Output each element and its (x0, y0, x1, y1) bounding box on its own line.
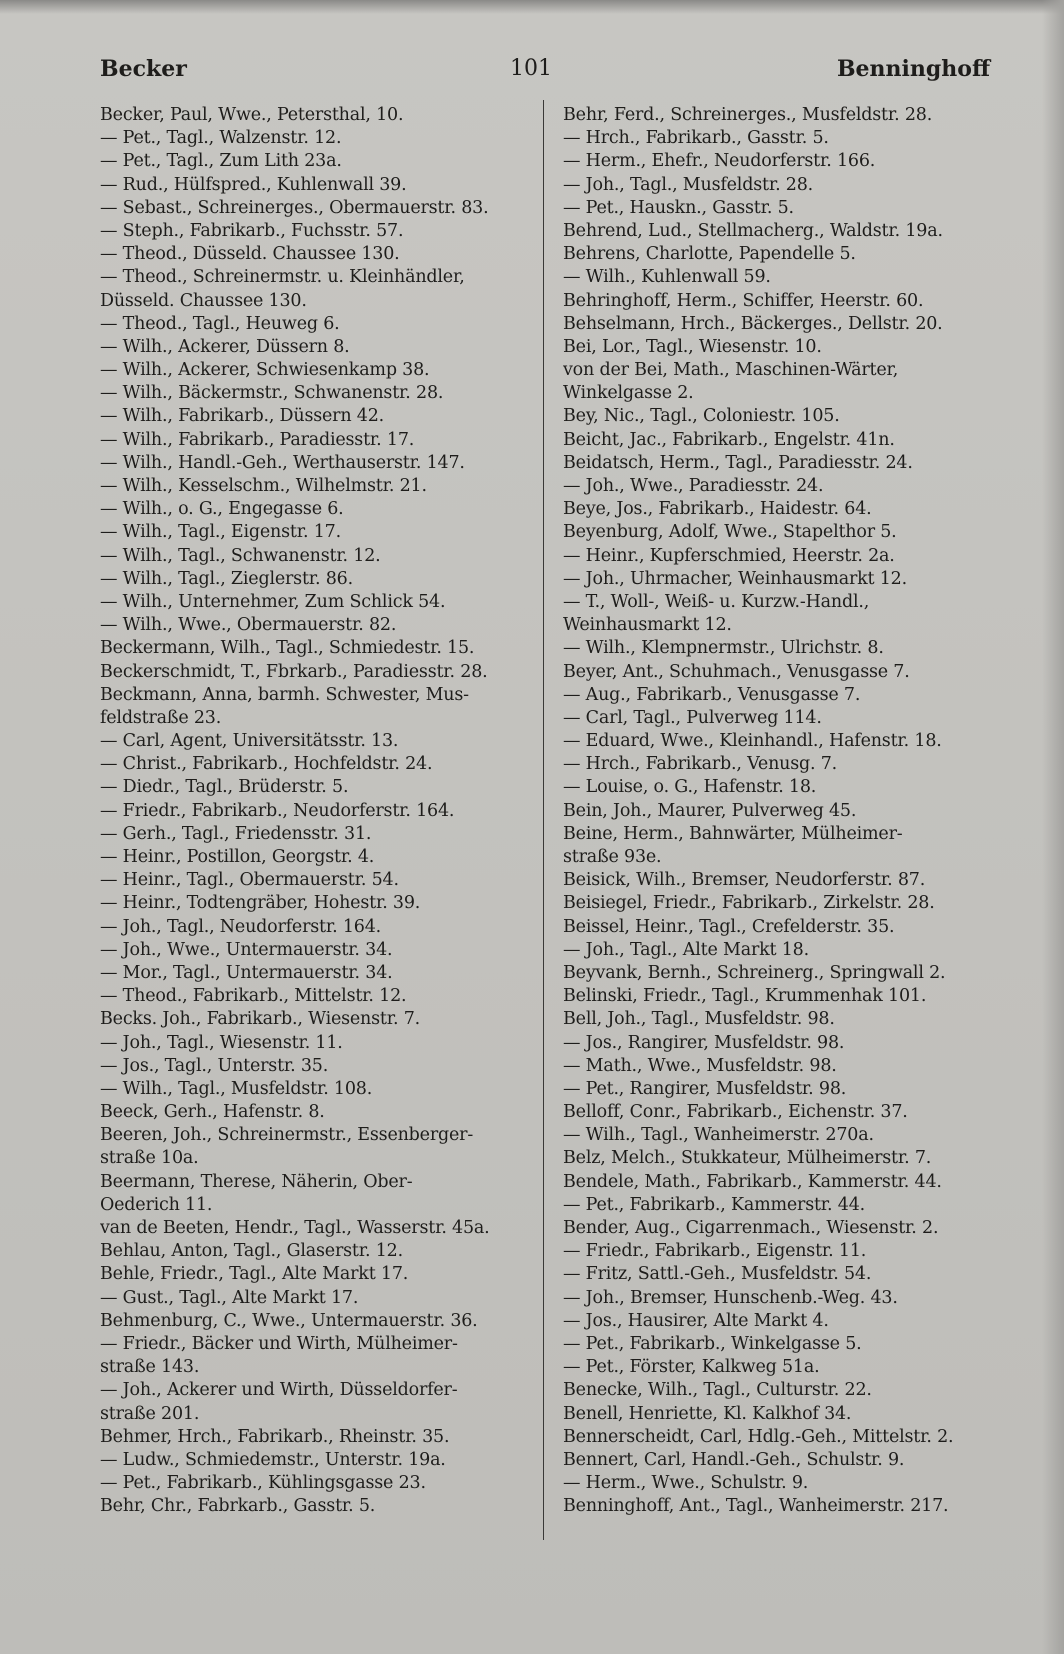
directory-entry: — Joh., Ackerer und Wirth, Düsseldorfer- (100, 1380, 458, 1401)
page-top-shadow (0, 0, 1064, 14)
directory-entry: — Theod., Fabrikarb., Mittelstr. 12. (100, 986, 407, 1007)
directory-entry: — Theod., Düsseld. Chaussee 130. (100, 244, 400, 265)
directory-entry: Beckmann, Anna, barmh. Schwester, Mus- (100, 684, 469, 705)
directory-entry: Behr, Ferd., Schreinerges., Musfeldstr. 28. (563, 105, 933, 125)
directory-entry: — Carl, Agent, Universitätsstr. 13. (100, 731, 399, 752)
directory-entry: — Pet., Fabrikarb., Kammerstr. 44. (563, 1194, 866, 1215)
directory-entry: Benninghoff, Ant., Tagl., Wanheimerstr. 217. (563, 1496, 949, 1517)
directory-entry: — Pet., Hauskn., Gasstr. 5. (563, 197, 794, 218)
directory-entry: — Heinr., Kupferschmied, Heerstr. 2a. (563, 545, 895, 566)
directory-entry: van de Beeten, Hendr., Tagl., Wasserstr. 45a. (100, 1218, 490, 1238)
directory-entry: Behselmann, Hrch., Bäckerges., Dellstr. 20. (563, 313, 943, 334)
directory-entry: — Joh., Uhrmacher, Weinhausmarkt 12. (563, 568, 907, 589)
directory-entry: — Pet., Tagl., Walzenstr. 12. (100, 128, 342, 149)
directory-entry: — Wilh., Tagl., Musfeldstr. 108. (100, 1078, 373, 1099)
directory-entry: — Pet., Rangirer, Musfeldstr. 98. (563, 1078, 847, 1099)
directory-entry: — Heinr., Todtengräber, Hohestr. 39. (100, 893, 421, 914)
directory-entry: — Joh., Wwe., Paradiesstr. 24. (563, 476, 824, 496)
directory-entry: — Wilh., Kesselschm., Wilhelmstr. 21. (100, 476, 427, 496)
directory-entry: — Pet., Fabrikarb., Kühlingsgasse 23. (100, 1473, 426, 1494)
directory-entry: — Wilh., Klempnermstr., Ulrichstr. 8. (563, 638, 884, 659)
directory-entry: Beyvank, Bernh., Schreinerg., Springwall 2. (563, 962, 946, 983)
directory-entry: — Theod., Tagl., Heuweg 6. (100, 313, 340, 334)
directory-entry: — Gerh., Tagl., Friedensstr. 31. (100, 823, 372, 844)
directory-entry: Behlau, Anton, Tagl., Glaserstr. 12. (100, 1241, 403, 1262)
directory-entry: — Eduard, Wwe., Kleinhandl., Hafenstr. 18. (563, 731, 942, 752)
directory-entry: — Ludw., Schmiedemstr., Unterstr. 19a. (100, 1449, 446, 1470)
directory-entry: Bendele, Math., Fabrikarb., Kammerstr. 44. (563, 1171, 942, 1192)
directory-entry: — Hrch., Fabrikarb., Venusg. 7. (563, 754, 838, 775)
directory-entry: Beyer, Ant., Schuhmach., Venusgasse 7. (563, 661, 910, 682)
header-left-keyword: Becker (100, 56, 187, 82)
directory-entry: — Rud., Hülfspred., Kuhlenwall 39. (100, 174, 407, 195)
directory-entry: — Wilh., Tagl., Wanheimerstr. 270a. (563, 1125, 874, 1146)
column-divider (543, 100, 544, 1540)
directory-entry: Becks. Joh., Fabrikarb., Wiesenstr. 7. (100, 1009, 421, 1030)
directory-entry: — Wilh., Fabrikarb., Düssern 42. (100, 406, 384, 427)
directory-entry: Belinski, Friedr., Tagl., Krummenhak 101. (563, 986, 927, 1007)
directory-entry: Bei, Lor., Tagl., Wiesenstr. 10. (563, 336, 822, 357)
directory-entry: — Joh., Tagl., Neudorferstr. 164. (100, 916, 381, 937)
directory-entry: Beicht, Jac., Fabrikarb., Engelstr. 41n. (563, 429, 895, 450)
directory-entry: Beisick, Wilh., Bremser, Neudorferstr. 87. (563, 870, 926, 891)
directory-entry: — Joh., Tagl., Musfeldstr. 28. (563, 174, 814, 195)
directory-entry: — Wilh., Kuhlenwall 59. (563, 267, 771, 288)
directory-entry: Weinhausmarkt 12. (563, 615, 732, 636)
directory-entry: Bennerscheidt, Carl, Hdlg.-Geh., Mittelstr. 2. (563, 1426, 954, 1447)
directory-entry: — Wilh., Tagl., Zieglerstr. 86. (100, 568, 353, 589)
page-header (90, 56, 990, 96)
directory-entry: Beyenburg, Adolf, Wwe., Stapelthor 5. (563, 522, 897, 543)
directory-entry: — Wilh., Fabrikarb., Paradiesstr. 17. (100, 429, 415, 450)
directory-entry: Beisiegel, Friedr., Fabrikarb., Zirkelstr. 28. (563, 893, 935, 914)
directory-entry: — Heinr., Tagl., Obermauerstr. 54. (100, 870, 399, 891)
directory-entry: — Wilh., Ackerer, Düssern 8. (100, 336, 350, 357)
directory-entry: straße 93e. (563, 847, 662, 867)
directory-entry: Bell, Joh., Tagl., Musfeldstr. 98. (563, 1009, 835, 1030)
directory-entry: — Jos., Hausirer, Alte Markt 4. (563, 1310, 829, 1331)
directory-entry: — Christ., Fabrikarb., Hochfeldstr. 24. (100, 754, 433, 775)
directory-entry: — Sebast., Schreinerges., Obermauerstr. 83. (100, 197, 489, 218)
directory-entry: Beye, Jos., Fabrikarb., Haidestr. 64. (563, 499, 872, 520)
directory-entry: — Friedr., Fabrikarb., Neudorferstr. 164. (100, 800, 455, 821)
directory-entry: — Theod., Schreinermstr. u. Kleinhändler, (100, 267, 465, 288)
directory-entry: — Pet., Tagl., Zum Lith 23a. (100, 151, 342, 172)
directory-entry: — Joh., Tagl., Wiesenstr. 11. (100, 1032, 343, 1053)
directory-entry: Behr, Chr., Fabrkarb., Gasstr. 5. (100, 1496, 376, 1517)
directory-entry: — Wilh., Wwe., Obermauerstr. 82. (100, 615, 397, 636)
directory-entry: straße 201. (100, 1403, 200, 1424)
directory-entry: Benecke, Wilh., Tagl., Culturstr. 22. (563, 1380, 872, 1401)
directory-entry: Bender, Aug., Cigarrenmach., Wiesenstr. 2. (563, 1218, 939, 1238)
directory-entry: Beckerschmidt, T., Fbrkarb., Paradiesstr. 28. (100, 661, 488, 682)
directory-entry: — Gust., Tagl., Alte Markt 17. (100, 1287, 359, 1308)
directory-entry: — Diedr., Tagl., Brüderstr. 5. (100, 777, 349, 798)
directory-entry: Behringhoff, Herm., Schiffer, Heerstr. 60. (563, 290, 924, 311)
directory-entry: Belz, Melch., Stukkateur, Mülheimerstr. 7. (563, 1148, 932, 1169)
directory-entry: — T., Woll-, Weiß- u. Kurzw.-Handl., (563, 591, 870, 612)
directory-entry: — Math., Wwe., Musfeldstr. 98. (563, 1055, 837, 1076)
directory-entry: — Carl, Tagl., Pulverweg 114. (563, 707, 822, 728)
directory-entry: Beeren, Joh., Schreinermstr., Essenberger- (100, 1125, 474, 1146)
directory-entry: — Friedr., Bäcker und Wirth, Mülheimer- (100, 1333, 458, 1354)
directory-entry: Düsseld. Chaussee 130. (100, 290, 307, 311)
directory-entry: — Wilh., Handl.-Geh., Werthauserstr. 147. (100, 452, 465, 473)
directory-entry: — Hrch., Fabrikarb., Gasstr. 5. (563, 128, 829, 149)
directory-entry: Benell, Henriette, Kl. Kalkhof 34. (563, 1403, 852, 1424)
directory-entry: — Aug., Fabrikarb., Venusgasse 7. (563, 684, 861, 705)
directory-entry: Beeck, Gerh., Hafenstr. 8. (100, 1102, 325, 1123)
directory-entry: — Wilh., Tagl., Eigenstr. 17. (100, 522, 341, 543)
directory-entry: Becker, Paul, Wwe., Petersthal, 10. (100, 105, 404, 125)
directory-entry: — Wilh., o. G., Engegasse 6. (100, 499, 344, 520)
directory-entry: Bennert, Carl, Handl.-Geh., Schulstr. 9. (563, 1449, 905, 1470)
directory-entry: — Herm., Wwe., Schulstr. 9. (563, 1473, 809, 1494)
directory-entry: — Fritz, Sattl.-Geh., Musfeldstr. 54. (563, 1264, 872, 1285)
directory-entry: Oederich 11. (100, 1194, 213, 1215)
directory-entry: feldstraße 23. (100, 707, 222, 728)
directory-entry: — Wilh., Tagl., Schwanenstr. 12. (100, 545, 381, 566)
directory-entry: — Wilh., Ackerer, Schwiesenkamp 38. (100, 360, 430, 381)
directory-entry: — Friedr., Fabrikarb., Eigenstr. 11. (563, 1241, 867, 1262)
directory-entry: Beissel, Heinr., Tagl., Crefelderstr. 35. (563, 916, 895, 937)
header-right-keyword: Benninghoff (836, 56, 990, 82)
directory-entry: Behmenburg, C., Wwe., Untermauerstr. 36. (100, 1310, 478, 1331)
directory-entry: — Herm., Ehefr., Neudorferstr. 166. (563, 151, 876, 172)
directory-entry: — Wilh., Bäckermstr., Schwanenstr. 28. (100, 383, 444, 404)
directory-entry: — Joh., Bremser, Hunschenb.-Weg. 43. (563, 1287, 898, 1308)
directory-entry: — Pet., Fabrikarb., Winkelgasse 5. (563, 1333, 862, 1354)
directory-entry: — Jos., Tagl., Unterstr. 35. (100, 1055, 329, 1076)
directory-entry: Beckermann, Wilh., Tagl., Schmiedestr. 15. (100, 638, 475, 659)
directory-entry: Belloff, Conr., Fabrikarb., Eichenstr. 37. (563, 1102, 908, 1123)
directory-entry: Behle, Friedr., Tagl., Alte Markt 17. (100, 1264, 409, 1285)
directory-entry: — Mor., Tagl., Untermauerstr. 34. (100, 962, 393, 983)
directory-entry: Winkelgasse 2. (563, 383, 694, 404)
directory-entry: — Wilh., Unternehmer, Zum Schlick 54. (100, 591, 446, 612)
directory-entry: — Joh., Tagl., Alte Markt 18. (563, 939, 809, 960)
directory-entry: Behmer, Hrch., Fabrikarb., Rheinstr. 35. (100, 1426, 450, 1447)
right-column (563, 104, 995, 1518)
directory-entry: — Pet., Förster, Kalkweg 51a. (563, 1357, 820, 1378)
left-column (100, 104, 532, 1518)
directory-entry: — Louise, o. G., Hafenstr. 18. (563, 777, 817, 798)
directory-entry: Bein, Joh., Maurer, Pulverweg 45. (563, 800, 857, 821)
directory-entry: straße 143. (100, 1357, 200, 1378)
directory-entry: Beermann, Therese, Näherin, Ober- (100, 1171, 413, 1192)
directory-entry: — Jos., Rangirer, Musfeldstr. 98. (563, 1032, 845, 1053)
page-right-shadow (1042, 0, 1064, 1654)
directory-entry: Behrend, Lud., Stellmacherg., Waldstr. 19a. (563, 220, 943, 241)
directory-entry: von der Bei, Math., Maschinen-Wärter, (563, 360, 899, 381)
directory-entry: Behrens, Charlotte, Papendelle 5. (563, 244, 856, 265)
directory-entry: — Heinr., Postillon, Georgstr. 4. (100, 847, 375, 867)
directory-entry: Bey, Nic., Tagl., Coloniestr. 105. (563, 406, 840, 427)
directory-entry: Beine, Herm., Bahnwärter, Mülheimer- (563, 823, 903, 844)
page-number: 101 (510, 56, 552, 81)
directory-entry: Beidatsch, Herm., Tagl., Paradiesstr. 24. (563, 452, 913, 473)
directory-entry: — Joh., Wwe., Untermauerstr. 34. (100, 939, 393, 960)
directory-entry: straße 10a. (100, 1148, 199, 1169)
directory-entry: — Steph., Fabrikarb., Fuchsstr. 57. (100, 220, 404, 241)
